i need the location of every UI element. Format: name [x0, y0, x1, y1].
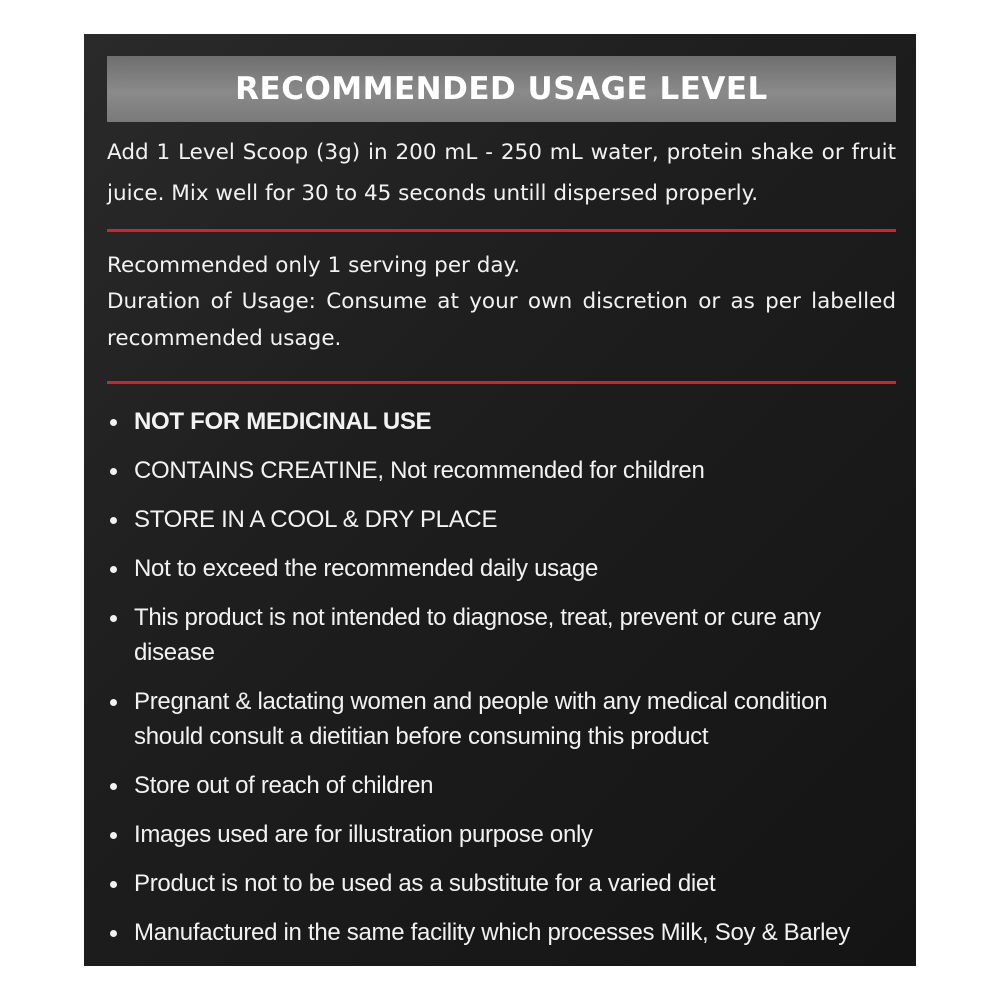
usage-panel — [84, 34, 916, 966]
warning-item: This product is not intended to diagnose, treat, prevent or cure any disease — [107, 600, 896, 670]
warning-item: Pregnant & lactating women and people with any medical condition should consult a dietitian before consuming this product — [107, 684, 896, 754]
usage-instructions: Add 1 Level Scoop (3g) in 200 mL - 250 mL water, protein shake or fruit juice. Mix well for 30 to 45 seconds untill dispersed properly. — [107, 140, 896, 206]
warning-item: Store out of reach of children — [107, 768, 896, 803]
warning-item: CONTAINS CREATINE, Not recommended for children — [107, 453, 896, 488]
serving-note: Recommended only 1 serving per day. — [107, 253, 521, 278]
warning-item: Not to exceed the recommended daily usage — [107, 551, 896, 586]
warning-item: Product is not to be used as a substitute for a varied diet — [107, 866, 896, 901]
warning-list — [107, 404, 896, 950]
warning-item: Manufactured in the same facility which processes Milk, Soy & Barley — [107, 915, 896, 950]
section-title: RECOMMENDED USAGE LEVEL — [235, 71, 768, 107]
section-header — [107, 56, 896, 122]
warning-item: NOT FOR MEDICINAL USE — [107, 404, 896, 439]
warning-item: STORE IN A COOL & DRY PLACE — [107, 502, 896, 537]
warning-item: Images used are for illustration purpose only — [107, 817, 896, 852]
divider-red — [107, 381, 896, 384]
divider-red — [107, 229, 896, 232]
duration-note: Duration of Usage: Consume at your own discretion or as per labelled recommended usage. — [107, 289, 896, 351]
